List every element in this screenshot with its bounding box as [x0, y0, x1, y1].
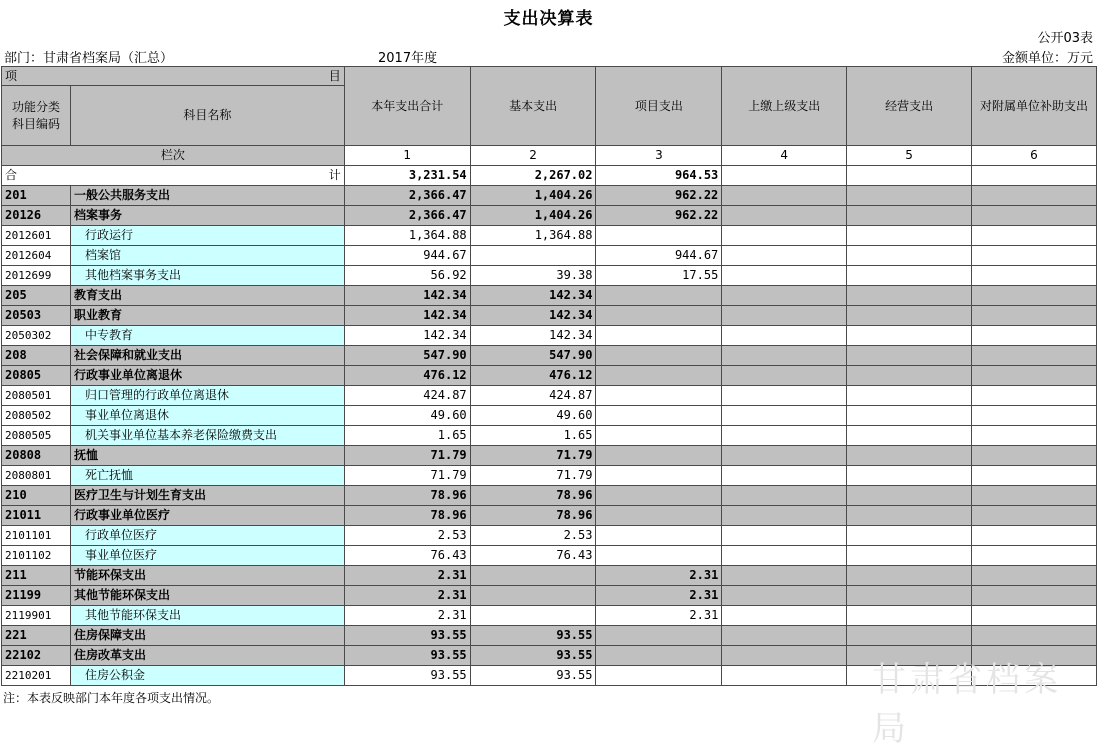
footnote: 注：本表反映部门本年度各项支出情况。: [3, 691, 220, 705]
row-value: [722, 266, 847, 286]
row-value: [971, 346, 1096, 366]
row-code: 2012604: [2, 246, 71, 266]
row-name: 档案馆: [70, 246, 344, 266]
row-value: [596, 286, 722, 306]
total-label-right: 计: [328, 168, 341, 182]
row-value: [847, 526, 972, 546]
row-value: [971, 246, 1096, 266]
row-value: [722, 246, 847, 266]
row-name: 住房公积金: [70, 666, 344, 686]
table-row: [2, 546, 1097, 566]
row-value: [596, 426, 722, 446]
row-value: 93.55: [344, 626, 470, 646]
table-row: [2, 526, 1097, 546]
row-value: [722, 226, 847, 246]
row-value: [596, 226, 722, 246]
row-value: 78.96: [470, 506, 596, 526]
row-value: 2.53: [344, 526, 470, 546]
header-mu: 目: [328, 69, 341, 83]
row-code: 20503: [2, 306, 71, 326]
row-value: [596, 386, 722, 406]
row-value: 142.34: [470, 326, 596, 346]
row-value: [722, 466, 847, 486]
row-value: 78.96: [344, 486, 470, 506]
col-index: 2: [470, 146, 596, 166]
row-code: 20808: [2, 446, 71, 466]
row-value: [722, 486, 847, 506]
row-code: 201: [2, 186, 71, 206]
row-value: [596, 326, 722, 346]
row-value: 142.34: [344, 306, 470, 326]
row-name: 其他节能环保支出: [70, 586, 344, 606]
table-row: [2, 206, 1097, 226]
row-value: 962.22: [596, 186, 722, 206]
table-row: [2, 486, 1097, 506]
row-value: [847, 226, 972, 246]
row-value: 142.34: [470, 306, 596, 326]
row-value: 2.31: [596, 566, 722, 586]
col-index: 5: [847, 146, 972, 166]
row-code: 2101101: [2, 526, 71, 546]
row-value: 39.38: [470, 266, 596, 286]
row-value: [847, 606, 972, 626]
row-value: [971, 206, 1096, 226]
row-value: 2.31: [596, 606, 722, 626]
row-value: [971, 446, 1096, 466]
table-row: [2, 506, 1097, 526]
row-value: [722, 346, 847, 366]
row-value: [847, 186, 972, 206]
row-value: 2.31: [344, 606, 470, 626]
table-row: [2, 386, 1097, 406]
row-value: [722, 426, 847, 446]
row-value: [971, 526, 1096, 546]
table-row: [2, 366, 1097, 386]
row-name: 事业单位离退休: [70, 406, 344, 426]
row-value: [847, 586, 972, 606]
row-value: [971, 186, 1096, 206]
row-code: 2050302: [2, 326, 71, 346]
total-row: [2, 166, 1097, 186]
row-value: [470, 246, 596, 266]
table-row: [2, 226, 1097, 246]
row-code: 2080501: [2, 386, 71, 406]
row-value: [847, 326, 972, 346]
row-code: 2080502: [2, 406, 71, 426]
row-value: 476.12: [344, 366, 470, 386]
row-value: 1,364.88: [470, 226, 596, 246]
row-name: 行政事业单位离退休: [70, 366, 344, 386]
row-value: 56.92: [344, 266, 470, 286]
table-row: [2, 566, 1097, 586]
col-header-code: 功能分类 科目编码: [2, 86, 71, 146]
row-value: [971, 466, 1096, 486]
total-value: [847, 166, 972, 186]
row-value: [847, 206, 972, 226]
row-name: 死亡抚恤: [70, 466, 344, 486]
row-value: [847, 406, 972, 426]
table-row: [2, 586, 1097, 606]
row-value: 142.34: [344, 326, 470, 346]
row-name: 教育支出: [70, 286, 344, 306]
row-value: 142.34: [344, 286, 470, 306]
row-code: 21199: [2, 586, 71, 606]
row-value: [722, 186, 847, 206]
row-value: [596, 466, 722, 486]
row-value: 71.79: [470, 466, 596, 486]
row-value: 962.22: [596, 206, 722, 226]
row-code: 2080505: [2, 426, 71, 446]
row-name: 行政运行: [70, 226, 344, 246]
row-value: 944.67: [596, 246, 722, 266]
row-value: [847, 446, 972, 466]
row-value: 476.12: [470, 366, 596, 386]
col-header-basic: 基本支出: [470, 67, 596, 146]
row-code: 2101102: [2, 546, 71, 566]
row-value: [971, 326, 1096, 346]
row-value: [722, 406, 847, 426]
table-row: [2, 606, 1097, 626]
row-value: [971, 306, 1096, 326]
row-value: [722, 326, 847, 346]
header-xiang: 项: [5, 69, 18, 83]
row-value: [847, 426, 972, 446]
watermark-text: 甘肃省档案局: [872, 660, 1062, 749]
col-index: 3: [596, 146, 722, 166]
row-code: 2012601: [2, 226, 71, 246]
row-value: [847, 386, 972, 406]
row-value: [971, 606, 1096, 626]
table-row: [2, 326, 1097, 346]
row-value: [847, 366, 972, 386]
row-value: [722, 666, 847, 686]
row-code: 221: [2, 626, 71, 646]
col-header-remit: 上缴上级支出: [722, 67, 847, 146]
row-value: 142.34: [470, 286, 596, 306]
table-row: [2, 466, 1097, 486]
row-code: 208: [2, 346, 71, 366]
table-row: [2, 346, 1097, 366]
row-value: [722, 506, 847, 526]
row-name: 住房改革支出: [70, 646, 344, 666]
header-xiang-mu: [2, 67, 345, 86]
row-value: [971, 546, 1096, 566]
table-row: [2, 306, 1097, 326]
row-value: [722, 446, 847, 466]
row-value: 93.55: [470, 626, 596, 646]
row-value: [847, 266, 972, 286]
row-value: 424.87: [344, 386, 470, 406]
row-value: [847, 486, 972, 506]
row-value: 71.79: [344, 466, 470, 486]
row-name: 行政事业单位医疗: [70, 506, 344, 526]
row-value: [722, 586, 847, 606]
col-header-operating: 经营支出: [847, 67, 972, 146]
row-value: [596, 366, 722, 386]
row-value: [971, 366, 1096, 386]
row-value: [596, 306, 722, 326]
row-value: 49.60: [470, 406, 596, 426]
row-value: [596, 546, 722, 566]
row-value: [847, 246, 972, 266]
row-name: 抚恤: [70, 446, 344, 466]
row-value: [971, 226, 1096, 246]
row-code: 205: [2, 286, 71, 306]
row-value: [971, 586, 1096, 606]
row-value: [722, 306, 847, 326]
row-code: 2080801: [2, 466, 71, 486]
row-value: [596, 626, 722, 646]
row-value: 2.31: [344, 586, 470, 606]
total-value: 964.53: [596, 166, 722, 186]
row-code: 21011: [2, 506, 71, 526]
row-value: [596, 486, 722, 506]
row-value: [847, 566, 972, 586]
row-value: 547.90: [344, 346, 470, 366]
row-value: [596, 666, 722, 686]
page-title: 支出决算表: [503, 9, 594, 29]
row-name: 一般公共服务支出: [70, 186, 344, 206]
row-code: 20126: [2, 206, 71, 226]
row-value: 2.53: [470, 526, 596, 546]
row-value: [847, 306, 972, 326]
col-index: 6: [971, 146, 1096, 166]
row-code: 22102: [2, 646, 71, 666]
col-header-name: 科目名称: [70, 86, 344, 146]
row-name: 行政单位医疗: [70, 526, 344, 546]
row-value: [470, 606, 596, 626]
row-value: 93.55: [470, 646, 596, 666]
row-value: 2.31: [596, 586, 722, 606]
row-name: 中专教育: [70, 326, 344, 346]
table-row: [2, 286, 1097, 306]
row-value: [971, 566, 1096, 586]
row-value: [847, 286, 972, 306]
total-value: 3,231.54: [344, 166, 470, 186]
row-value: [971, 386, 1096, 406]
form-number: 公开03表: [1037, 31, 1093, 46]
row-value: [722, 286, 847, 306]
row-code: 210: [2, 486, 71, 506]
department-label: 部门：甘肃省档案局（汇总）: [4, 51, 174, 66]
lanci-label: 栏次: [2, 146, 345, 166]
row-value: [596, 526, 722, 546]
row-value: [971, 266, 1096, 286]
col-header-total: 本年支出合计: [344, 67, 470, 146]
row-value: [596, 346, 722, 366]
row-value: 547.90: [470, 346, 596, 366]
row-value: [596, 446, 722, 466]
row-value: [470, 566, 596, 586]
row-name: 社会保障和就业支出: [70, 346, 344, 366]
row-value: [596, 646, 722, 666]
row-value: 71.79: [470, 446, 596, 466]
table-row: [2, 186, 1097, 206]
table-row: [2, 446, 1097, 466]
row-value: 2,366.47: [344, 186, 470, 206]
row-value: 2.31: [344, 566, 470, 586]
row-value: 1.65: [344, 426, 470, 446]
row-value: 1,404.26: [470, 186, 596, 206]
expenditure-table: [1, 66, 1097, 686]
row-value: [722, 626, 847, 646]
row-value: [971, 486, 1096, 506]
row-code: 20805: [2, 366, 71, 386]
col-header-project: 项目支出: [596, 67, 722, 146]
col-header-subsidy: 对附属单位补助支出: [971, 67, 1096, 146]
row-value: [596, 506, 722, 526]
row-name: 归口管理的行政单位离退休: [70, 386, 344, 406]
row-value: [722, 526, 847, 546]
table-row: [2, 426, 1097, 446]
row-value: [971, 626, 1096, 646]
row-value: 49.60: [344, 406, 470, 426]
row-value: [722, 606, 847, 626]
row-name: 住房保障支出: [70, 626, 344, 646]
row-name: 事业单位医疗: [70, 546, 344, 566]
row-value: [722, 366, 847, 386]
row-value: 1,404.26: [470, 206, 596, 226]
row-value: 78.96: [470, 486, 596, 506]
total-label-left: 合: [5, 168, 18, 182]
fiscal-year: 2017年度: [378, 51, 438, 66]
row-value: [722, 386, 847, 406]
total-value: [722, 166, 847, 186]
row-value: 76.43: [344, 546, 470, 566]
row-code: 2012699: [2, 266, 71, 286]
row-name: 其他档案事务支出: [70, 266, 344, 286]
row-value: [722, 206, 847, 226]
total-value: 2,267.02: [470, 166, 596, 186]
row-value: [971, 426, 1096, 446]
col-index: 1: [344, 146, 470, 166]
row-name: 机关事业单位基本养老保险缴费支出: [70, 426, 344, 446]
row-value: 944.67: [344, 246, 470, 266]
row-code: 211: [2, 566, 71, 586]
total-value: [971, 166, 1096, 186]
row-value: [847, 466, 972, 486]
row-name: 节能环保支出: [70, 566, 344, 586]
row-code: 2210201: [2, 666, 71, 686]
row-value: 1.65: [470, 426, 596, 446]
row-value: [847, 346, 972, 366]
row-value: [847, 506, 972, 526]
amount-unit: 金额单位：万元: [1001, 51, 1093, 66]
row-value: 93.55: [470, 666, 596, 686]
row-value: [847, 626, 972, 646]
row-name: 其他节能环保支出: [70, 606, 344, 626]
row-value: 93.55: [344, 666, 470, 686]
table-row: [2, 406, 1097, 426]
row-value: 1,364.88: [344, 226, 470, 246]
row-value: [971, 286, 1096, 306]
row-value: 76.43: [470, 546, 596, 566]
table-row: [2, 246, 1097, 266]
row-value: [596, 406, 722, 426]
row-value: [722, 546, 847, 566]
row-value: [847, 546, 972, 566]
row-value: [971, 506, 1096, 526]
row-value: 71.79: [344, 446, 470, 466]
row-code: 2119901: [2, 606, 71, 626]
row-name: 医疗卫生与计划生育支出: [70, 486, 344, 506]
row-value: 424.87: [470, 386, 596, 406]
row-value: [470, 586, 596, 606]
row-value: 2,366.47: [344, 206, 470, 226]
table-row: [2, 626, 1097, 646]
table-row: [2, 266, 1097, 286]
row-name: 职业教育: [70, 306, 344, 326]
row-name: 档案事务: [70, 206, 344, 226]
row-value: 93.55: [344, 646, 470, 666]
row-value: [722, 646, 847, 666]
total-label: [2, 166, 345, 186]
row-value: 17.55: [596, 266, 722, 286]
row-value: [971, 406, 1096, 426]
col-index: 4: [722, 146, 847, 166]
row-value: 78.96: [344, 506, 470, 526]
row-value: [722, 566, 847, 586]
